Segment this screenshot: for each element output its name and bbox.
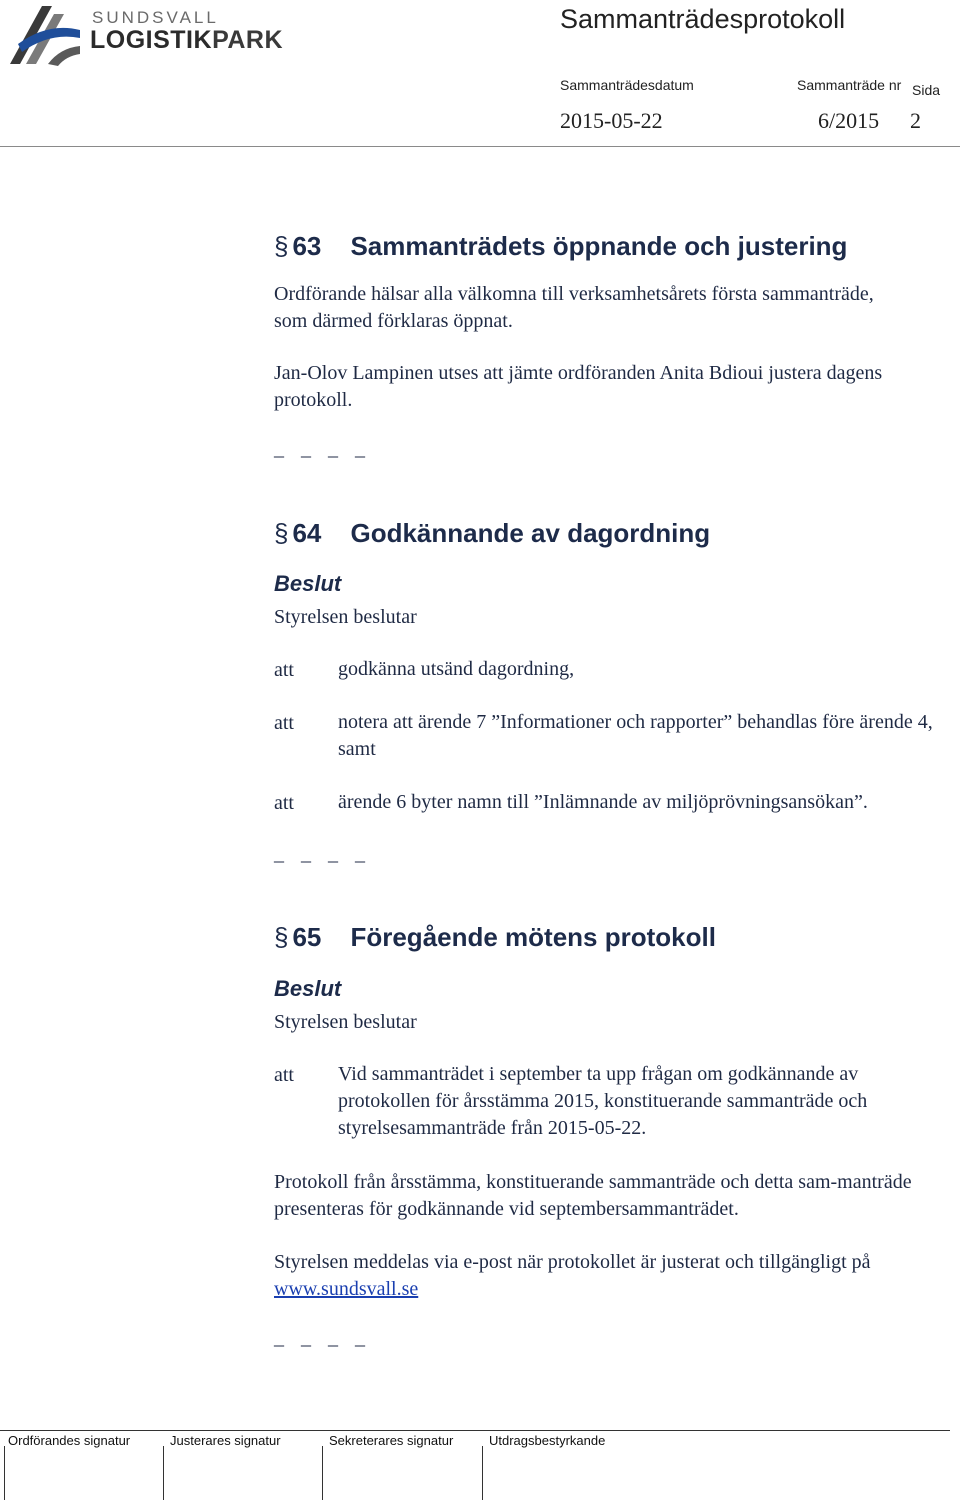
beslut-label: Beslut (274, 571, 342, 596)
meeting-number-value: 6/2015 (818, 108, 880, 133)
logo (8, 4, 284, 70)
beslut-label: Beslut (274, 976, 342, 1001)
header-divider (0, 146, 960, 147)
sundsvall-link[interactable]: www.sundsvall.se (274, 1278, 419, 1300)
page-number-value: 2 (910, 108, 921, 133)
att-label: att (274, 792, 294, 814)
logo-mark-icon (8, 4, 80, 70)
decision-intro: Styrelsen beslutar (274, 1011, 417, 1033)
section-number: 63 (292, 231, 322, 261)
secretary-signature-label: Sekreterares signatur (329, 1433, 454, 1448)
decision-item: godkänna utsänd dagordning, (338, 658, 575, 680)
document-title: Sammanträdesprotokoll (560, 4, 846, 34)
section-65-paragraph-2 (274, 1249, 946, 1303)
section-65-paragraph-1: Protokoll från årsstämma, konstituerande sammanträde och detta sam-manträde presenteras för godkännande vid septembersammanträdet. (274, 1171, 912, 1220)
decision-intro: Styrelsen beslutar (274, 606, 417, 628)
section-63-paragraph-2: Jan-Olov Lampinen utses att jämte ordföranden Anita Bdioui justera dagens protokoll. (274, 362, 883, 411)
adjuster-signature-label: Justerares signatur (170, 1433, 281, 1448)
signature-divider (322, 1446, 323, 1500)
decision-item: ärende 6 byter namn till ”Inlämnande av miljöprövningsansökan”. (338, 791, 868, 813)
chair-signature-label: Ordförandes signatur (8, 1433, 131, 1448)
att-label: att (274, 1064, 294, 1086)
meeting-date-value: 2015-05-22 (560, 108, 663, 133)
section-title: Sammanträdets öppnande och justering (350, 231, 848, 261)
section-symbol: § (274, 922, 289, 952)
section-65-heading (274, 922, 716, 953)
signature-divider (4, 1446, 5, 1500)
att-label: att (274, 659, 294, 681)
section-63-paragraph-1: Ordförande hälsar alla välkomna till verksamhetsårets första sammanträde, som därmed förklaras öppnat. (274, 283, 874, 332)
signature-top-line (0, 1430, 950, 1431)
separator: _ _ _ _ (274, 843, 371, 865)
logo-line2: LOGISTIKPARK (90, 26, 284, 54)
section-number: 65 (292, 922, 322, 952)
meeting-number-label: Sammanträde nr (797, 77, 902, 93)
signature-divider (482, 1446, 483, 1500)
decision-item: notera att ärende 7 ”Informationer och rapporter” behandlas före ärende 4, samt (338, 711, 933, 760)
section-symbol: § (274, 231, 289, 261)
page-label: Sida (912, 82, 941, 98)
logo-line1: SUNDSVALL (92, 8, 219, 27)
signature-divider (163, 1446, 164, 1500)
section-64-heading (274, 518, 710, 549)
paragraph-text: Styrelsen meddelas via e-post när protokollet är justerat och tillgängligt på (274, 1251, 871, 1273)
section-title: Föregående mötens protokoll (350, 922, 716, 952)
decision-item: Vid sammanträdet i september ta upp frågan om godkännande av protokollen för årsstämma 2015, konstituerande sammanträde och styrelsesammanträde från 2015-05-22. (338, 1063, 868, 1139)
section-63-heading (274, 231, 847, 262)
separator: _ _ _ _ (274, 1327, 371, 1349)
att-label: att (274, 712, 294, 734)
separator: _ _ _ _ (274, 438, 371, 460)
section-title: Godkännande av dagordning (350, 518, 711, 548)
section-symbol: § (274, 518, 289, 548)
extract-certification-label: Utdragsbestyrkande (489, 1433, 606, 1448)
meeting-date-label: Sammanträdesdatum (560, 77, 694, 93)
section-number: 64 (292, 518, 322, 548)
